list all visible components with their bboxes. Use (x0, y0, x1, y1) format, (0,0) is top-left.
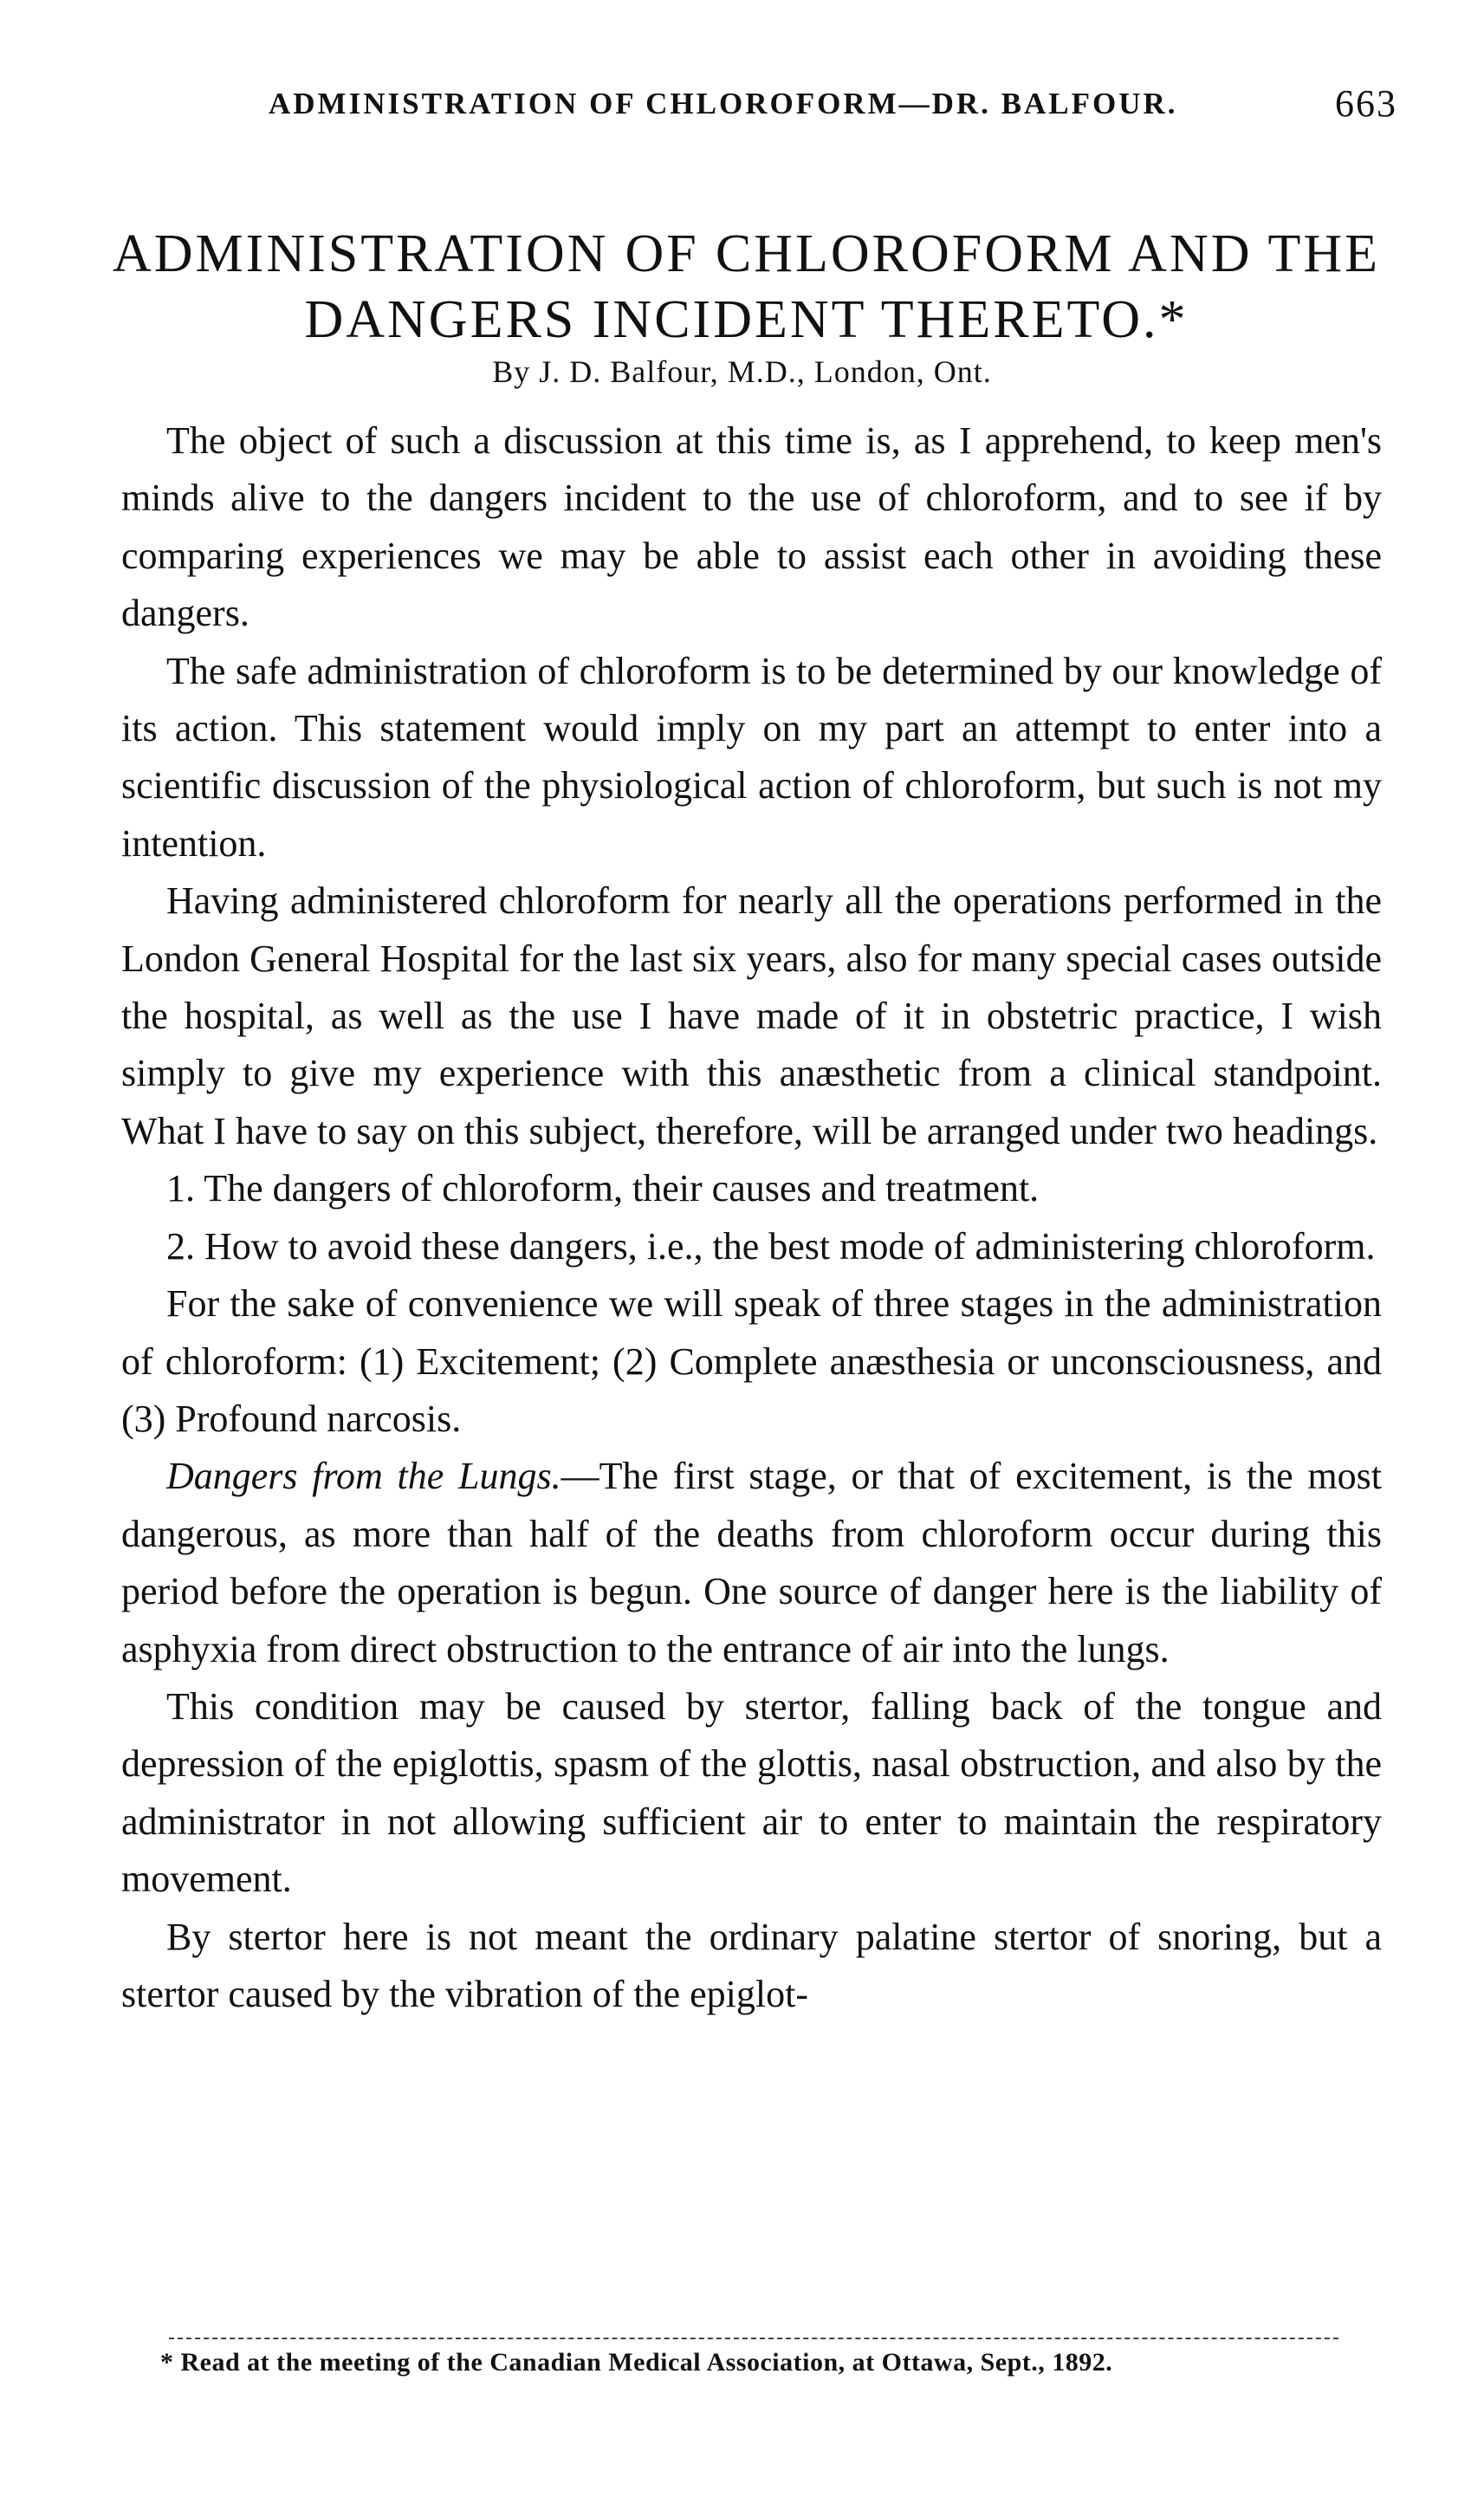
paragraph-dangers-lungs (121, 1448, 1382, 1678)
running-head (130, 76, 1397, 128)
article-title (113, 221, 1380, 353)
page-number: 663 (1335, 82, 1397, 125)
paragraph-intro: The object of such a discussion at this time is, as I apprehend, to keep men's minds alive to the dangers incident to the use of chloroform, and to see if by comparing experiences we may be able to assist each other in avoiding these dangers. (121, 419, 1382, 635)
paragraph-stages: For the sake of convenience we will speak of three stages in the administration of chloroform: (1) Excitement; (2) Complete anæsthesia or unconsciousness, and (3) Profound narcosis. (121, 1282, 1382, 1440)
article-title-line-2: DANGERS INCIDENT THERETO.* (304, 290, 1189, 349)
article-body (121, 412, 1382, 2023)
heading-item-2: 2. How to avoid these dangers, i.e., the best mode of administering chloroform. (166, 1224, 1376, 1268)
section-heading-dangers-lungs: Dangers from the Lungs. (166, 1455, 561, 1498)
author-byline: By J. D. Balfour, M.D., London, Ont. (492, 354, 992, 389)
paragraph-condition-causes: This condition may be caused by stertor, falling back of the tongue and depression of the epiglottis, spasm of the glottis, nasal obstruction, and also by the administrator in not allowing sufficient air to enter to maintain the respiratory movement. (121, 1684, 1382, 1901)
footnote: * Read at the meeting of the Canadian Medical Association, at Ottawa, Sept., 1892. (160, 2348, 1113, 2377)
paragraph-stertor: By stertor here is not meant the ordinary palatine stertor of snoring, but a stertor caused by the vibration of the epiglot- (121, 1915, 1382, 2015)
footnote-divider (169, 2338, 1338, 2339)
running-head-title: ADMINISTRATION OF CHLOROFORM—DR. BALFOUR. (269, 87, 1178, 120)
dangers-lungs-text: —The first stage, or that of excitement, is the most dangerous, as more than half of the deaths from chloroform occur during this period before the operation is begun. One source of danger here is the liability of asphyxia from direct obstruction to the entrance of air into the lungs. (121, 1455, 1382, 1670)
paragraph-safe-administration: The safe administration of chloroform is to be determined by our knowledge of its action. This statement would imply on my part an attempt to enter into a scientific discussion of the physiological action of chloroform, but such is not my intention. (121, 649, 1382, 865)
article-title-line-1: ADMINISTRATION OF CHLOROFORM AND THE (113, 224, 1380, 283)
paragraph-experience: Having administered chloroform for nearly all the operations performed in the London General Hospital for the last six years, also for many special cases outside the hospital, as well as the use I have made of it in obstetric practice, I wish simply to give my experience with this anæsthetic from a clinical standpoint. What I have to say on this subject, therefore, will be arranged under two headings. (121, 879, 1382, 1152)
heading-item-1: 1. The dangers of chloroform, their causes and treatment. (166, 1167, 1040, 1210)
